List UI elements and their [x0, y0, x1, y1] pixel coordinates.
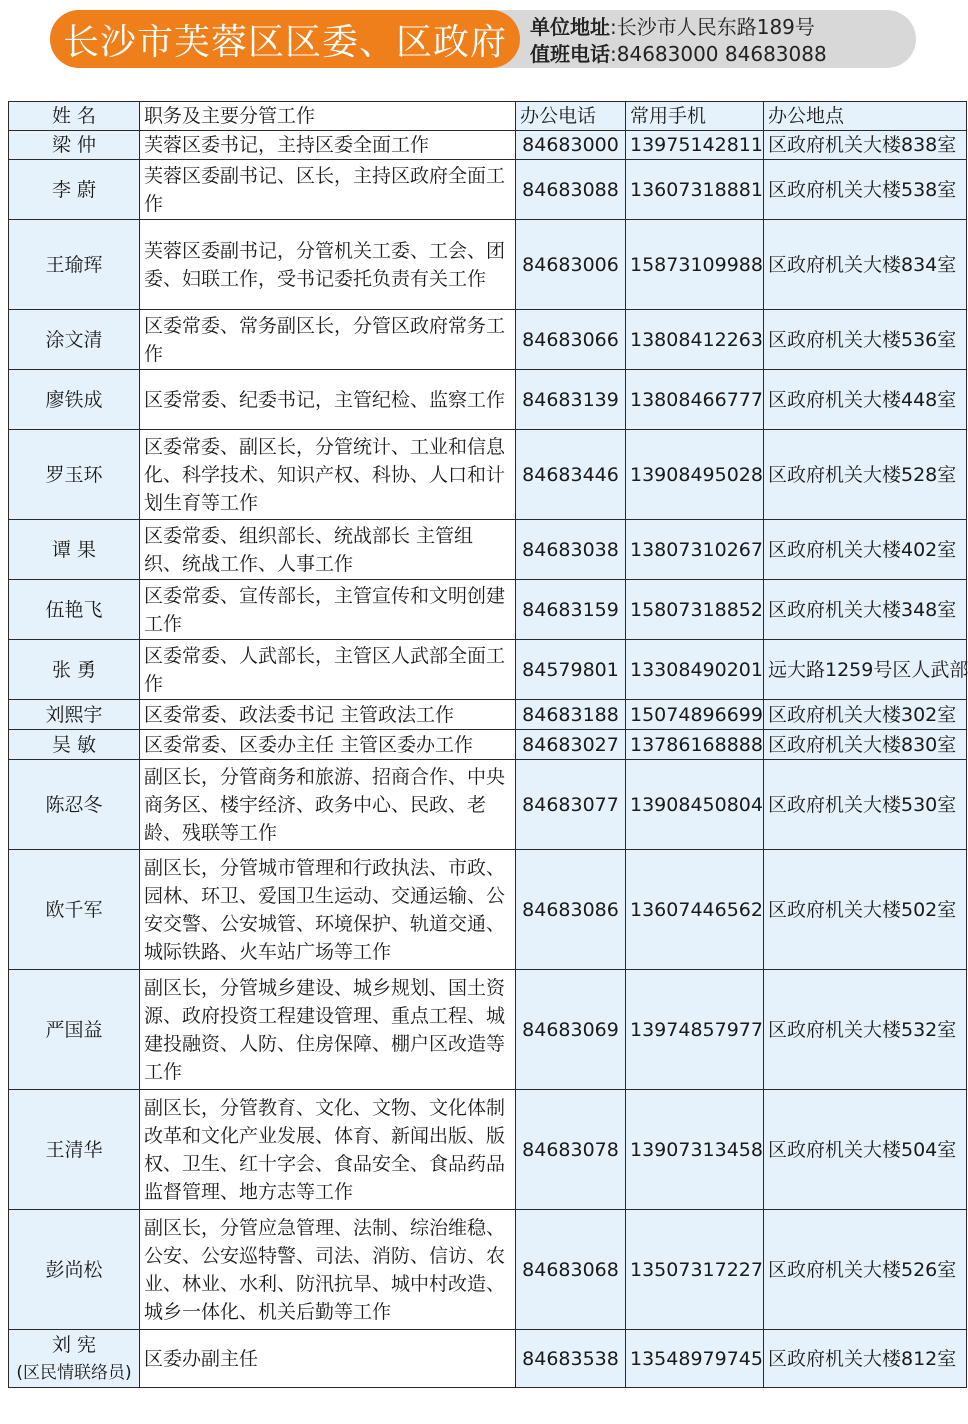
mobile-cell: 13607446562 [626, 850, 764, 970]
address-line [530, 14, 910, 41]
duty-cell: 区委常委、副区长，分管统计、工业和信息化、科学技术、知识产权、科协、人口和计划生育等工作 [140, 430, 516, 520]
mobile-cell: 13548979745 [626, 1330, 764, 1388]
official-name-cell [9, 1330, 140, 1388]
duty-cell: 芙蓉区委副书记，分管机关工委、工会、团委、妇联工作，受书记委托负责有关工作 [140, 220, 516, 310]
table-row [9, 970, 967, 1090]
duty-cell: 副区长，分管城乡建设、城乡规划、国土资源、政府投资工程建设管理、重点工程、城建投融资、人防、住房保障、棚户区改造等工作 [140, 970, 516, 1090]
location-cell: 区政府机关大楼448室 [764, 370, 967, 430]
duty-cell: 区委常委、纪委书记，主管纪检、监察工作 [140, 370, 516, 430]
mobile-cell: 13908450804 [626, 760, 764, 850]
duty-phone-label: 值班电话 [530, 42, 610, 66]
mobile-cell: 13507317227 [626, 1210, 764, 1330]
office-phone-cell: 84683066 [516, 310, 626, 370]
mobile-cell: 13975142811 [626, 131, 764, 160]
location-cell: 区政府机关大楼504室 [764, 1090, 967, 1210]
official-name: 吴 敏 [51, 733, 97, 756]
table-row [9, 220, 967, 310]
column-header-name: 姓 名 [9, 102, 140, 131]
table-header-row [9, 102, 967, 131]
table-row [9, 850, 967, 970]
official-name-cell [9, 730, 140, 760]
official-name: 廖铁成 [45, 388, 103, 411]
duty-cell: 区委常委、区委办主任 主管区委办工作 [140, 730, 516, 760]
duty-cell: 副区长，分管应急管理、法制、综治维稳、公安、公安巡特警、司法、消防、信访、农业、林业、水利、防汛抗旱、城中村改造、城乡一体化、机关后勤等工作 [140, 1210, 516, 1330]
location-cell: 区政府机关大楼838室 [764, 131, 967, 160]
official-name-cell [9, 160, 140, 220]
official-name-cell [9, 370, 140, 430]
location-cell: 区政府机关大楼502室 [764, 850, 967, 970]
table-row [9, 520, 967, 580]
duty-cell: 区委常委、组织部长、统战部长 主管组织、统战工作、人事工作 [140, 520, 516, 580]
duty-cell: 区委办副主任 [140, 1330, 516, 1388]
location-cell: 区政府机关大楼528室 [764, 430, 967, 520]
column-header-location: 办公地点 [764, 102, 967, 131]
table-row [9, 1330, 967, 1388]
office-phone-cell: 84683188 [516, 700, 626, 730]
duty-cell: 区委常委、政法委书记 主管政法工作 [140, 700, 516, 730]
office-phone-cell: 84683088 [516, 160, 626, 220]
office-phone-cell: 84683069 [516, 970, 626, 1090]
official-name: 陈忍冬 [45, 793, 103, 816]
duty-cell: 副区长，分管教育、文化、文物、文化体制改革和文化产业发展、体育、新闻出版、版权、卫生、红十字会、食品安全、食品药品监督管理、地方志等工作 [140, 1090, 516, 1210]
table-row [9, 760, 967, 850]
location-cell: 远大路1259号区人武部 [764, 640, 967, 700]
table-body [9, 131, 967, 1388]
table-row [9, 160, 967, 220]
table-row [9, 1210, 967, 1330]
mobile-cell: 13607318881 [626, 160, 764, 220]
duty-cell: 区委常委、宣传部长，主管宣传和文明创建工作 [140, 580, 516, 640]
official-name: 欧千军 [45, 898, 103, 921]
official-name: 王瑜珲 [45, 253, 103, 276]
official-name-cell [9, 700, 140, 730]
location-cell: 区政府机关大楼834室 [764, 220, 967, 310]
official-name: 严国益 [45, 1018, 103, 1041]
location-cell: 区政府机关大楼530室 [764, 760, 967, 850]
table-row [9, 370, 967, 430]
duty-cell: 芙蓉区委副书记、区长，主持区政府全面工作 [140, 160, 516, 220]
mobile-cell: 13808412263 [626, 310, 764, 370]
mobile-cell: 15074896699 [626, 700, 764, 730]
office-phone-cell: 84579801 [516, 640, 626, 700]
official-name: 彭尚松 [45, 1258, 103, 1281]
official-name: 刘 宪 [51, 1333, 97, 1356]
column-header-office-phone: 办公电话 [516, 102, 626, 131]
mobile-cell: 13974857977 [626, 970, 764, 1090]
duty-cell: 区委常委、人武部长，主管区人武部全面工作 [140, 640, 516, 700]
duty-phone-value: :84683000 84683088 [610, 42, 827, 66]
official-name: 李 蔚 [51, 178, 97, 201]
table-row [9, 1090, 967, 1210]
location-cell: 区政府机关大楼302室 [764, 700, 967, 730]
official-name-cell [9, 640, 140, 700]
mobile-cell: 13807310267 [626, 520, 764, 580]
location-cell: 区政府机关大楼538室 [764, 160, 967, 220]
office-phone-cell: 84683027 [516, 730, 626, 760]
address-value: :长沙市人民东路189号 [610, 15, 815, 39]
official-name-cell [9, 310, 140, 370]
official-name: 谭 果 [51, 538, 97, 561]
office-phone-cell: 84683000 [516, 131, 626, 160]
official-name-cell [9, 850, 140, 970]
office-phone-cell: 84683446 [516, 430, 626, 520]
official-name: 刘熙宇 [45, 703, 103, 726]
title-banner [50, 10, 520, 68]
location-cell: 区政府机关大楼526室 [764, 1210, 967, 1330]
official-name: 伍艳飞 [45, 598, 103, 621]
official-name-cell [9, 760, 140, 850]
official-name-cell [9, 430, 140, 520]
official-name-cell [9, 580, 140, 640]
official-name-cell [9, 220, 140, 310]
office-phone-cell: 84683139 [516, 370, 626, 430]
duty-cell: 副区长，分管商务和旅游、招商合作、中央商务区、楼宇经济、政务中心、民政、老龄、残联等工作 [140, 760, 516, 850]
table-row [9, 730, 967, 760]
table-row [9, 131, 967, 160]
official-name-cell [9, 520, 140, 580]
duty-cell: 芙蓉区委书记，主持区委全面工作 [140, 131, 516, 160]
duty-phone-line [530, 41, 910, 68]
official-name-cell [9, 1210, 140, 1330]
office-phone-cell: 84683078 [516, 1090, 626, 1210]
office-phone-cell: 84683068 [516, 1210, 626, 1330]
location-cell: 区政府机关大楼830室 [764, 730, 967, 760]
table-row [9, 700, 967, 730]
column-header-duty: 职务及主要分管工作 [140, 102, 516, 131]
location-cell: 区政府机关大楼532室 [764, 970, 967, 1090]
official-name-note: (区民情联络员) [16, 1362, 132, 1383]
mobile-cell: 13308490201 [626, 640, 764, 700]
table-row [9, 640, 967, 700]
mobile-cell: 13808466777 [626, 370, 764, 430]
official-name-cell [9, 970, 140, 1090]
mobile-cell: 15807318852 [626, 580, 764, 640]
column-header-mobile: 常用手机 [626, 102, 764, 131]
location-cell: 区政府机关大楼812室 [764, 1330, 967, 1388]
official-name-cell [9, 1090, 140, 1210]
location-cell: 区政府机关大楼348室 [764, 580, 967, 640]
mobile-cell: 13907313458 [626, 1090, 764, 1210]
duty-cell: 副区长，分管城市管理和行政执法、市政、园林、环卫、爱国卫生运动、交通运输、公安交警、公安城管、环境保护、轨道交通、城际铁路、火车站广场等工作 [140, 850, 516, 970]
office-phone-cell: 84683086 [516, 850, 626, 970]
mobile-cell: 15873109988 [626, 220, 764, 310]
table-row [9, 580, 967, 640]
officials-table [8, 101, 967, 1388]
official-name: 王清华 [45, 1138, 103, 1161]
contact-info [530, 14, 910, 68]
office-phone-cell: 84683538 [516, 1330, 626, 1388]
official-name: 罗玉环 [45, 463, 103, 486]
page-title: 长沙市芙蓉区区委、区政府 [62, 21, 507, 63]
office-phone-cell: 84683006 [516, 220, 626, 310]
mobile-cell: 13908495028 [626, 430, 764, 520]
official-name-cell [9, 131, 140, 160]
location-cell: 区政府机关大楼536室 [764, 310, 967, 370]
location-cell: 区政府机关大楼402室 [764, 520, 967, 580]
mobile-cell: 13786168888 [626, 730, 764, 760]
table-row [9, 310, 967, 370]
office-phone-cell: 84683159 [516, 580, 626, 640]
address-label: 单位地址 [530, 15, 610, 39]
duty-cell: 区委常委、常务副区长，分管区政府常务工作 [140, 310, 516, 370]
official-name: 张 勇 [51, 658, 97, 681]
table-row [9, 430, 967, 520]
office-phone-cell: 84683038 [516, 520, 626, 580]
official-name: 涂文清 [45, 328, 103, 351]
official-name: 梁 仲 [51, 134, 97, 156]
office-phone-cell: 84683077 [516, 760, 626, 850]
